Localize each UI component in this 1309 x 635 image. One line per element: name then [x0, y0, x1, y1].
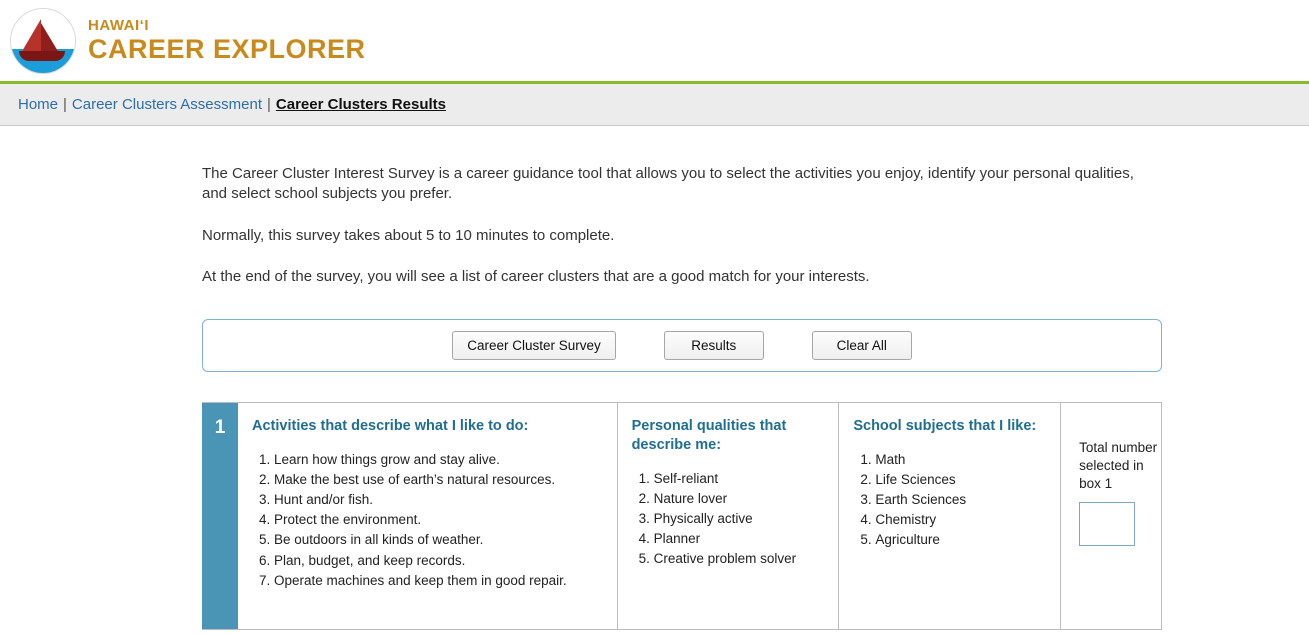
list-item[interactable]: 7. Operate machines and keep them in good repair.	[274, 571, 605, 590]
breadcrumb-separator: |	[267, 96, 271, 113]
breadcrumb	[0, 84, 1309, 126]
survey-column-school-subjects	[839, 403, 1061, 629]
survey-column-activities	[238, 403, 618, 629]
list-item[interactable]: 2. Nature lover	[654, 489, 827, 508]
list-item[interactable]: 4. Protect the environment.	[274, 510, 605, 529]
list-item[interactable]: 2. Life Sciences	[875, 470, 1048, 489]
activities-list	[252, 450, 605, 590]
qualities-heading: Personal qualities that describe me:	[631, 418, 787, 453]
survey-column-total	[1061, 403, 1161, 629]
intro-paragraph-2: Normally, this survey takes about 5 to 10 minutes to complete.	[202, 226, 615, 244]
list-item[interactable]: 6. Plan, budget, and keep records.	[274, 551, 605, 570]
site-header	[0, 0, 1309, 84]
breadcrumb-current-career-clusters-results: Career Clusters Results	[275, 96, 446, 113]
list-item[interactable]: 3. Earth Sciences	[875, 490, 1048, 509]
qualities-list	[632, 469, 827, 569]
list-item[interactable]: 1. Self-reliant	[654, 469, 827, 488]
logo-line1: HAWAI‘I	[88, 17, 150, 34]
list-item[interactable]: 1. Math	[875, 450, 1048, 469]
survey-box-number: 1	[202, 403, 238, 629]
list-item[interactable]: 5. Agriculture	[875, 530, 1048, 549]
action-button-bar	[202, 319, 1162, 372]
list-item[interactable]: 2. Make the best use of earth’s natural resources.	[274, 470, 605, 489]
intro-text	[202, 164, 1309, 287]
career-cluster-survey-button[interactable]: Career Cluster Survey	[452, 331, 616, 360]
list-item[interactable]: 1. Learn how things grow and stay alive.	[274, 450, 605, 469]
list-item[interactable]: 4. Planner	[654, 529, 827, 548]
breadcrumb-link-home[interactable]: Home	[18, 96, 59, 113]
activities-heading: Activities that describe what I like to do:	[252, 418, 529, 434]
canoe-sail-logo-icon	[10, 8, 76, 74]
survey-column-personal-qualities	[618, 403, 840, 629]
subjects-heading: School subjects that I like:	[853, 418, 1037, 434]
survey-box-1	[202, 402, 1162, 630]
intro-paragraph-3: At the end of the survey, you will see a list of career clusters that are a good match for your interests.	[202, 267, 870, 285]
main-content	[0, 126, 1309, 630]
total-count-input[interactable]	[1079, 502, 1135, 546]
logo-line2: CAREER EXPLORER	[88, 34, 366, 64]
logo-text	[88, 18, 366, 63]
subjects-list	[853, 450, 1048, 550]
intro-paragraph-1: The Career Cluster Interest Survey is a career guidance tool that allows you to select the activities you enjoy, identify your personal qualities, and select school subjects you prefer.	[202, 165, 1134, 203]
results-button[interactable]: Results	[664, 331, 764, 360]
list-item[interactable]: 5. Be outdoors in all kinds of weather.	[274, 530, 605, 549]
list-item[interactable]: 3. Physically active	[654, 509, 827, 528]
breadcrumb-separator: |	[63, 96, 67, 113]
list-item[interactable]: 4. Chemistry	[875, 510, 1048, 529]
list-item[interactable]: 5. Creative problem solver	[654, 549, 827, 568]
clear-all-button[interactable]: Clear All	[812, 331, 912, 360]
list-item[interactable]: 3. Hunt and/or fish.	[274, 490, 605, 509]
total-label: Total number selected in box 1	[1079, 440, 1158, 492]
site-logo[interactable]	[10, 8, 366, 74]
breadcrumb-link-career-clusters-assessment[interactable]: Career Clusters Assessment	[71, 96, 262, 113]
